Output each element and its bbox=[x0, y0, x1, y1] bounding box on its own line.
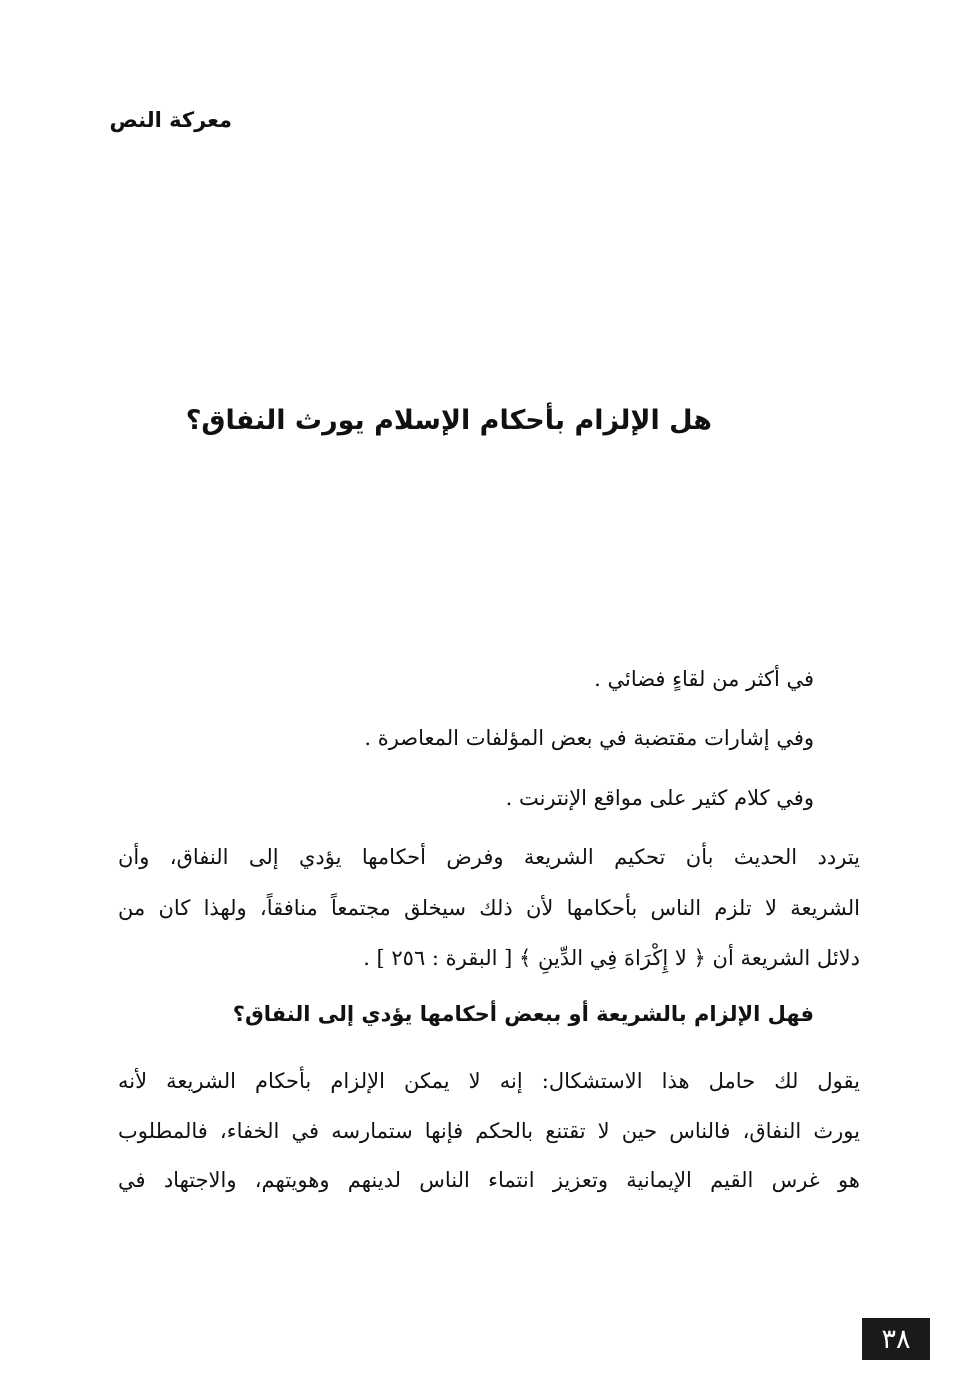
paragraph-line: يورث النفاق، فالناس حين لا تقتنع بالحكم فإنها ستمارسه في الخفاء، فالمطلوب bbox=[118, 1119, 860, 1143]
intro-line: في أكثر من لقاءٍ فضائي . bbox=[594, 667, 814, 691]
running-header: معركة النص bbox=[109, 108, 232, 132]
paragraph-line: دلائل الشريعة أن ﴿ لا إِكْرَاهَ فِي الدِّينِ ﴾ [ البقرة : ٢٥٦ ] . bbox=[363, 946, 860, 970]
chapter-title: هل الإلزام بأحكام الإسلام يورث النفاق؟ bbox=[185, 405, 712, 436]
page-number: ٣٨ bbox=[862, 1318, 930, 1360]
intro-line: وفي إشارات مقتضبة في بعض المؤلفات المعاصرة . bbox=[364, 726, 814, 750]
section-subheading: فهل الإلزام بالشريعة أو ببعض أحكامها يؤدي إلى النفاق؟ bbox=[232, 1002, 814, 1026]
paragraph-line: يقول لك حامل هذا الاستشكال: إنه لا يمكن الإلزام بأحكام الشريعة لأنه bbox=[118, 1069, 860, 1093]
paragraph-line: الشريعة لا تلزم الناس بأحكامها لأن ذلك سيخلق مجتمعاً منافقاً، ولهذا كان من bbox=[118, 896, 860, 920]
intro-line: وفي كلام كثير على مواقع الإنترنت . bbox=[505, 786, 814, 810]
paragraph-line: هو غرس القيم الإيمانية وتعزيز انتماء الناس لدينهم وهويتهم، والاجتهاد في bbox=[118, 1168, 860, 1192]
paragraph-line: يتردد الحديث بأن تحكيم الشريعة وفرض أحكامها يؤدي إلى النفاق، وأن bbox=[118, 845, 860, 869]
